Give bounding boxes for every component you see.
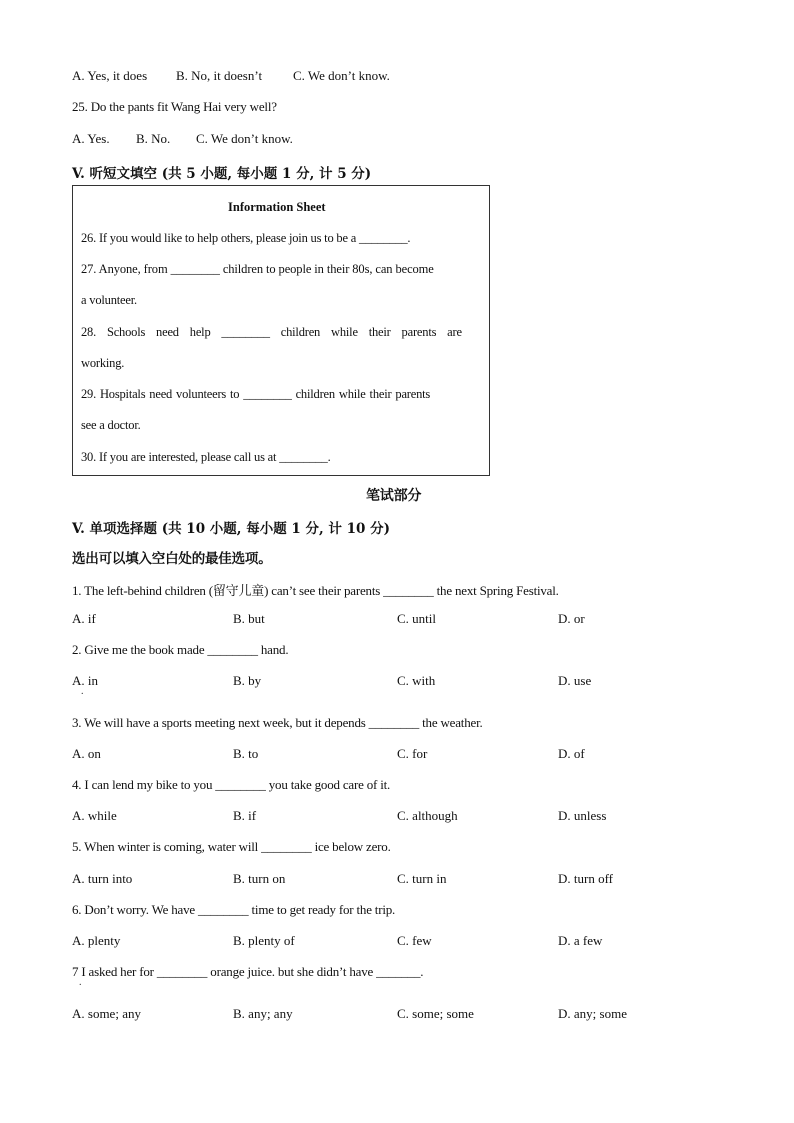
listening-heading-cn: 听短文填空 xyxy=(89,166,158,182)
q5-option-d: D. turn off xyxy=(558,871,614,886)
info-line-28-cont: working. xyxy=(81,356,125,370)
question-2: 2. Give me the book made ________ hand. xyxy=(72,642,289,657)
q7-option-c: C. some; some xyxy=(397,1006,474,1021)
q1-option-d: D. or xyxy=(558,611,585,626)
choice-heading-cn: 单项选择题 xyxy=(89,521,158,537)
listening-section-heading xyxy=(72,162,371,182)
information-sheet-box xyxy=(72,185,490,476)
info-line-28: 28. Schools need help ________ children while their parents are xyxy=(81,325,462,339)
q5-option-b: B. turn on xyxy=(233,871,286,886)
q4-option-c: C. although xyxy=(397,808,458,823)
q7-option-d: D. any; some xyxy=(558,1006,627,1021)
q7-option-a: A. some; any xyxy=(72,1006,141,1021)
info-line-30: 30. If you are interested, please call us at ________. xyxy=(81,450,331,464)
choice-heading-info: (共 10 小题, 每小题 1 分, 计 10 分) xyxy=(157,521,390,537)
q2-option-d: D. use xyxy=(558,673,592,688)
q5-option-c: C. turn in xyxy=(397,871,447,886)
q4-option-b: B. if xyxy=(233,808,257,823)
info-line-29-cont: see a doctor. xyxy=(81,418,141,432)
q5-option-a: A. turn into xyxy=(72,871,133,886)
choice-section-heading xyxy=(72,517,390,537)
q3-option-b: B. to xyxy=(233,746,259,761)
q7-option-b: B. any; any xyxy=(233,1006,293,1021)
question-4: 4. I can lend my bike to you ________ you take good care of it. xyxy=(72,777,391,792)
choice-heading-prefix: V. xyxy=(72,521,90,537)
info-line-29: 29. Hospitals need volunteers to ________ children while their parents xyxy=(81,387,431,401)
information-sheet-title: Information Sheet xyxy=(228,200,326,214)
q24-option-a: A. Yes, it does xyxy=(72,68,148,83)
listening-heading-prefix: V. xyxy=(72,166,90,182)
q25-option-b: B. No. xyxy=(136,131,171,146)
q24-option-c: C. We don’t know. xyxy=(293,68,390,83)
question-1: 1. The left-behind children (留守儿童) can’t see their parents ________ the next Spring Festival. xyxy=(72,583,559,598)
q6-option-a: A. plenty xyxy=(72,933,121,948)
q4-option-d: D. unless xyxy=(558,808,607,823)
question-5: 5. When winter is coming, water will ________ ice below zero. xyxy=(72,839,391,854)
listening-heading-info: (共 5 小题, 每小题 1 分, 计 5 分) xyxy=(157,166,372,182)
q3-option-d: D. of xyxy=(558,746,585,761)
written-part-heading: 笔试部分 xyxy=(366,488,422,504)
q1-option-c: C. until xyxy=(397,611,437,626)
question-3: 3. We will have a sports meeting next week, but it depends ________ the weather. xyxy=(72,715,483,730)
q1-option-a: A. if xyxy=(72,611,96,626)
question-6: 6. Don’t worry. We have ________ time to get ready for the trip. xyxy=(72,902,396,917)
info-line-27: 27. Anyone, from ________ children to people in their 80s, can become xyxy=(81,262,434,276)
info-line-26: 26. If you would like to help others, please join us to be a ________. xyxy=(81,231,411,245)
q24-option-b: B. No, it doesn’t xyxy=(176,68,263,83)
q2-option-c: C. with xyxy=(397,673,436,688)
q4-option-a: A. while xyxy=(72,808,117,823)
q6-option-c: C. few xyxy=(397,933,432,948)
q2-option-b: B. by xyxy=(233,673,262,688)
stray-dot-mark: . xyxy=(79,977,82,988)
info-line-27-cont: a volunteer. xyxy=(81,293,137,307)
q3-option-a: A. on xyxy=(72,746,101,761)
q25-question: 25. Do the pants fit Wang Hai very well? xyxy=(72,99,277,114)
q6-option-d: D. a few xyxy=(558,933,603,948)
q1-option-b: B. but xyxy=(233,611,265,626)
q6-option-b: B. plenty of xyxy=(233,933,295,948)
stray-dot-mark: . xyxy=(81,686,84,697)
q25-option-c: C. We don’t know. xyxy=(196,131,293,146)
question-7: 7 I asked her for ________ orange juice. but she didn’t have _______. xyxy=(72,964,424,979)
q2-option-a: A. in xyxy=(72,673,98,688)
q3-option-c: C. for xyxy=(397,746,428,761)
q25-option-a: A. Yes. xyxy=(72,131,110,146)
choice-instruction: 选出可以填入空白处的最佳选项。 xyxy=(72,551,272,567)
